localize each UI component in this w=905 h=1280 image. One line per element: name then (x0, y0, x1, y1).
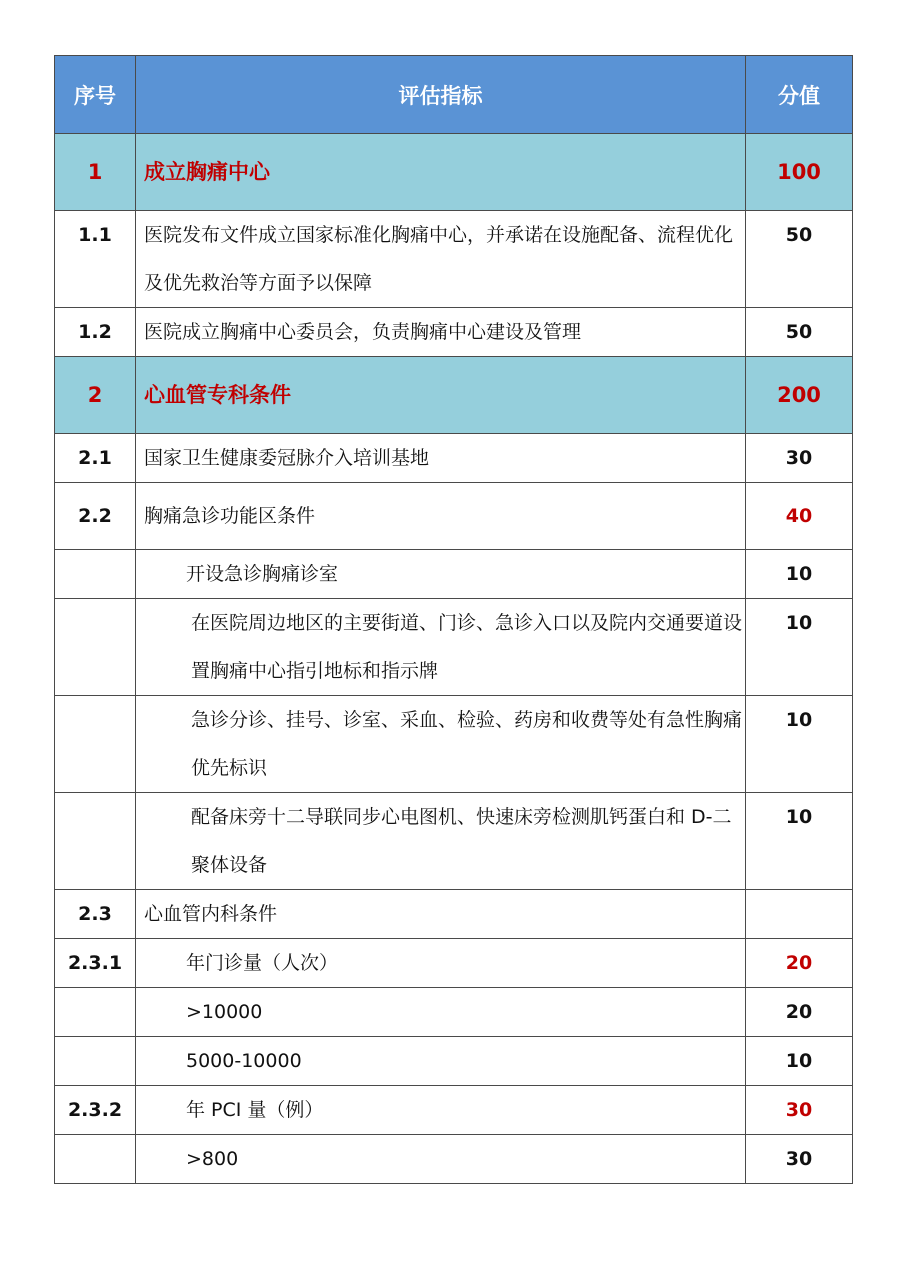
row-score: 10 (746, 550, 853, 599)
row-score: 30 (746, 1086, 853, 1135)
table-row (55, 793, 853, 890)
table-row (55, 939, 853, 988)
row-score: 50 (746, 308, 853, 357)
row-score: 40 (746, 483, 853, 550)
row-indicator: 在医院周边地区的主要街道、门诊、急诊入口以及院内交通要道设置胸痛中心指引地标和指示牌 (136, 599, 746, 696)
row-indicator: 成立胸痛中心 (136, 134, 746, 211)
row-indicator: 医院发布文件成立国家标准化胸痛中心，并承诺在设施配备、流程优化及优先救治等方面予以保障 (136, 211, 746, 308)
row-index (55, 988, 136, 1037)
row-indicator: 医院成立胸痛中心委员会，负责胸痛中心建设及管理 (136, 308, 746, 357)
row-index: 2.3.2 (55, 1086, 136, 1135)
row-index (55, 1037, 136, 1086)
row-indicator: 心血管专科条件 (136, 357, 746, 434)
table-row (55, 483, 853, 550)
row-indicator: >800 (136, 1135, 746, 1184)
row-index: 2 (55, 357, 136, 434)
table-header-row (55, 56, 853, 134)
row-score: 10 (746, 793, 853, 890)
row-score: 30 (746, 1135, 853, 1184)
header-score: 分值 (746, 56, 853, 134)
row-score: 10 (746, 599, 853, 696)
table-row (55, 890, 853, 939)
table-row (55, 308, 853, 357)
table-row (55, 988, 853, 1037)
header-indicator: 评估指标 (136, 56, 746, 134)
row-index: 1.2 (55, 308, 136, 357)
row-indicator: 年门诊量（人次） (136, 939, 746, 988)
table-row-section (55, 357, 853, 434)
row-index (55, 550, 136, 599)
table-row (55, 599, 853, 696)
row-index: 1 (55, 134, 136, 211)
row-indicator: 急诊分诊、挂号、诊室、采血、检验、药房和收费等处有急性胸痛优先标识 (136, 696, 746, 793)
row-index (55, 599, 136, 696)
table-row (55, 696, 853, 793)
row-indicator: 配备床旁十二导联同步心电图机、快速床旁检测肌钙蛋白和 D-二聚体设备 (136, 793, 746, 890)
row-indicator: 5000-10000 (136, 1037, 746, 1086)
row-index (55, 696, 136, 793)
row-score: 200 (746, 357, 853, 434)
row-score: 100 (746, 134, 853, 211)
row-indicator: 年 PCI 量（例） (136, 1086, 746, 1135)
table-row (55, 434, 853, 483)
row-index: 2.2 (55, 483, 136, 550)
row-index: 2.1 (55, 434, 136, 483)
table-row (55, 1037, 853, 1086)
row-index: 2.3 (55, 890, 136, 939)
row-indicator: 国家卫生健康委冠脉介入培训基地 (136, 434, 746, 483)
row-index: 1.1 (55, 211, 136, 308)
row-index (55, 793, 136, 890)
row-indicator: 胸痛急诊功能区条件 (136, 483, 746, 550)
table-row-section (55, 134, 853, 211)
row-score (746, 890, 853, 939)
row-score: 10 (746, 696, 853, 793)
row-score: 20 (746, 939, 853, 988)
row-score: 50 (746, 211, 853, 308)
row-index (55, 1135, 136, 1184)
header-index: 序号 (55, 56, 136, 134)
row-index: 2.3.1 (55, 939, 136, 988)
row-indicator: >10000 (136, 988, 746, 1037)
row-score: 30 (746, 434, 853, 483)
row-indicator: 开设急诊胸痛诊室 (136, 550, 746, 599)
evaluation-table (54, 55, 853, 1184)
table-row (55, 550, 853, 599)
row-score: 10 (746, 1037, 853, 1086)
table-row (55, 1135, 853, 1184)
row-score: 20 (746, 988, 853, 1037)
row-indicator: 心血管内科条件 (136, 890, 746, 939)
table-row (55, 211, 853, 308)
table-row (55, 1086, 853, 1135)
